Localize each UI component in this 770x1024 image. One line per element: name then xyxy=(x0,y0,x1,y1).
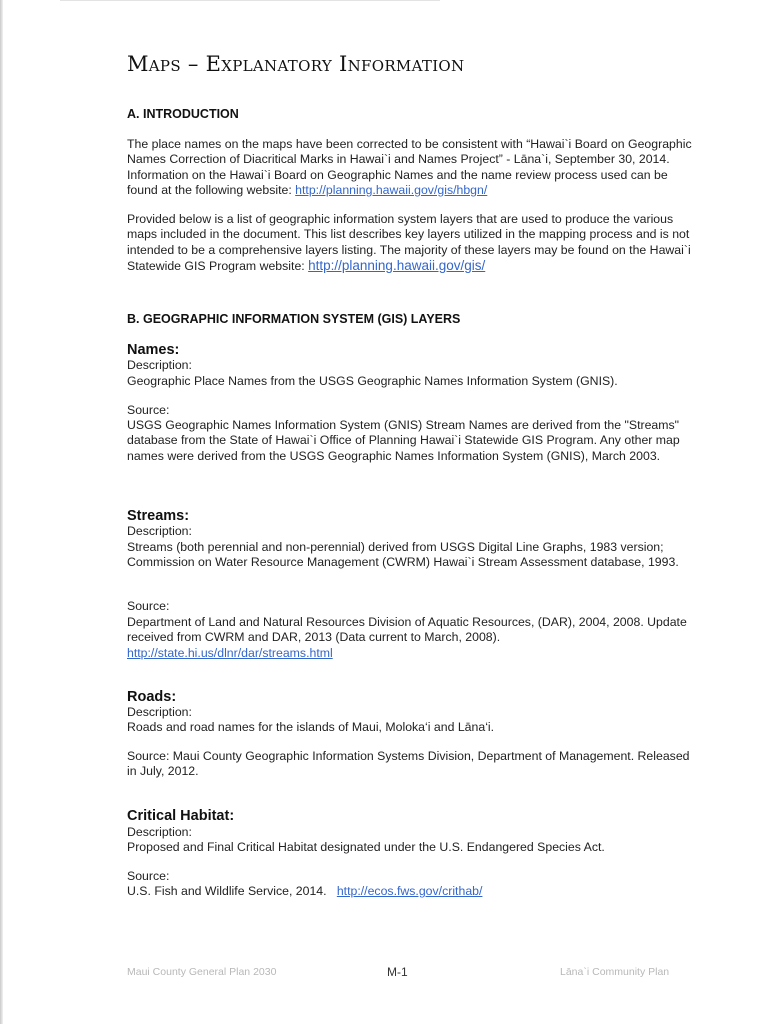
names-desc: Geographic Place Names from the USGS Geographic Names Information System (GNIS). xyxy=(127,374,618,388)
habitat-source-label: Source: xyxy=(127,869,170,883)
section-heading-introduction: A. INTRODUCTION xyxy=(127,107,239,121)
intro-paragraph-1 xyxy=(127,137,692,198)
habitat-source-text: U.S. Fish and Wildlife Service, 2014. xyxy=(127,884,327,898)
page-number: M-1 xyxy=(387,965,408,979)
layer-title-roads: Roads: xyxy=(127,689,177,705)
habitat-desc: Proposed and Final Critical Habitat designated under the U.S. Endangered Species Act. xyxy=(127,840,605,854)
habitat-desc-label: Description: xyxy=(127,825,192,839)
crithab-link[interactable]: http://ecos.fws.gov/crithab/ xyxy=(336,884,483,898)
intro-paragraph-1-text: The place names on the maps have been corrected to be consistent with “Hawai`i Board on Geographic Names Correction of Diacritical Marks in Hawai`i and Names Project” - Lāna`i, September 30, 2014. Information on the Hawai`i Board on Geographic Names and the name review process used can be found at the following website: xyxy=(127,137,692,197)
roads-desc: Roads and road names for the islands of Maui, Moloka‘i and Lāna‘i. xyxy=(127,720,495,734)
habitat-source xyxy=(127,884,692,899)
footer-left: Maui County General Plan 2030 xyxy=(127,966,277,978)
streams-link[interactable]: http://state.hi.us/dlnr/dar/streams.html xyxy=(127,645,333,660)
roads-source: Source: Maui County Geographic Information Systems Division, Department of Management. Released in July, 2012. xyxy=(127,749,690,779)
names-source-label: Source: xyxy=(127,403,170,417)
gis-program-link[interactable]: http://planning.hawaii.gov/gis/ xyxy=(308,257,486,273)
streams-source-label: Source: xyxy=(127,599,170,613)
streams-desc-label: Description: xyxy=(127,524,192,538)
roads-desc-label: Description: xyxy=(127,705,192,719)
footer-right: Lāna`i Community Plan xyxy=(560,966,670,978)
names-source: USGS Geographic Names Information System (GNIS) Stream Names are derived from the "Streams" database from the State of Hawai`i Office of Planning Hawai`i Statewide GIS Program. Any other map names were derived from the USGS Geographic Names Information System (GNIS), March 2003. xyxy=(127,418,680,463)
layer-title-critical-habitat: Critical Habitat: xyxy=(127,808,235,824)
streams-source-text: Department of Land and Natural Resources Division of Aquatic Resources, (DAR), 2004, 2008. Update received from CWRM and DAR, 2013 (Data current to March, 2008). xyxy=(127,615,687,645)
intro-paragraph-2-text: Provided below is a list of geographic information system layers that are used to produce the various maps included in the document. This list describes key layers utilized in the mapping process and is not intended to be a comprehensive layers listing. The majority of these layers may be found on the Hawai`i Statewide GIS Program website: xyxy=(127,212,691,273)
streams-source xyxy=(127,615,692,661)
layer-title-names: Names: xyxy=(127,342,180,358)
streams-desc: Streams (both perennial and non-perennial) derived from USGS Digital Line Graphs, 1983 version; Commission on Water Resource Management (CWRM) Hawai`i Stream Assessment database, 1993. xyxy=(127,540,679,570)
names-desc-label: Description: xyxy=(127,358,192,372)
scan-edge-shadow xyxy=(0,0,3,1024)
page-title: Maps – Explanatory Information xyxy=(127,52,465,76)
section-heading-gis-layers: B. GEOGRAPHIC INFORMATION SYSTEM (GIS) LAYERS xyxy=(127,312,461,326)
intro-paragraph-2 xyxy=(127,212,692,274)
hbgn-link[interactable]: http://planning.hawaii.gov/gis/hbgn/ xyxy=(295,182,488,197)
layer-title-streams: Streams: xyxy=(127,508,190,524)
scan-top-line xyxy=(60,0,440,1)
